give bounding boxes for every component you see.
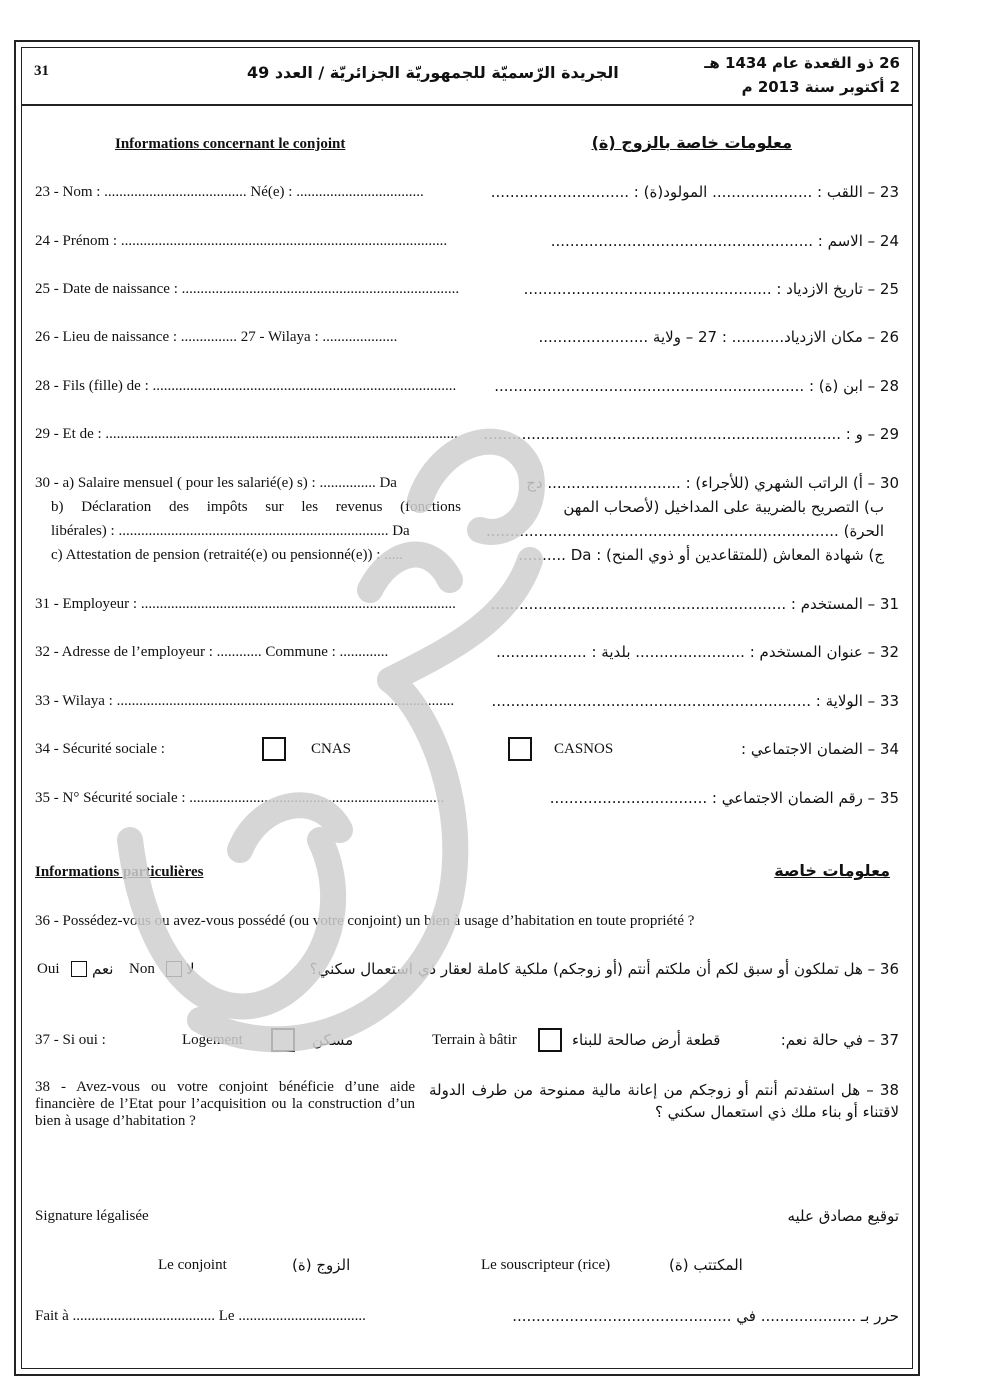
field-32-adresse-employeur-ar: 32 – عنوان المستخدم : ....................... بلدية : ................... [496,643,899,661]
label-terrain-a-batir: Terrain à bâtir [432,1032,517,1048]
section-title-conjoint-fr: Informations concernant le conjoint [115,136,346,152]
field-fait-a: Fait à ...................................... Le .................................. [35,1308,366,1324]
question-36-ar: 36 – هل تملكون أو سبق لكم أن ملكتم أنتم (أو زوجكم) ملكية كاملة لعقار ذي استعمال سكني؟ [309,960,899,978]
field-28-fils-de: 28 - Fils (fille) de : ................................................................................. [35,378,457,394]
field-30b-declaration-ar: ب) التصريح بالضريبة على المداخيل (لأصحاب المهن [563,498,884,516]
field-32-adresse-employeur: 32 - Adresse de l’employeur : ............ Commune : ............. [35,644,389,660]
field-35-numero-securite-sociale-ar: 35 – رقم الضمان الاجتماعي : ................................. [549,789,899,807]
field-31-employeur-ar: 31 – المستخدم : .............................................................. [490,595,899,613]
field-24-prenom: 24 - Prénom : ....................................................................................... [35,233,448,249]
checkbox-logement[interactable] [271,1028,295,1052]
field-24-prenom-ar: 24 – الاسم : ....................................................... [550,232,899,250]
form-page [14,40,920,1376]
field-30b-declaration: b) Déclaration des impôts sur les revenus (fonctions [51,499,461,515]
question-38-fr: 38 - Avez-vous ou votre conjoint bénéficie d’une aide financière de l’Etat pour l’acquisition ou la construction d’un bien à usage d’habitation ? [35,1079,415,1129]
question-38-ar: 38 – هل استفدتم أنتم أو زوجكم من إعانة مالية ممنوحة من طرف الدولة لاقتناء أو بناء ملك ذي استعمال سكني ؟ [429,1081,899,1121]
question-36-fr: 36 - Possédez-vous ou avez-vous possédé (ou votre conjoint) un bien à usage d’habitation en toute propriété ? [35,913,695,929]
label-le-conjoint: Le conjoint [158,1257,227,1273]
field-31-employeur: 31 - Employeur : .................................................................................... [35,596,456,612]
field-25-date-naissance: 25 - Date de naissance : .......................................................................... [35,281,460,297]
field-30b-declaration-line2: libérales) : ........................................................................ Da [51,523,410,539]
field-28-fils-de-ar: 28 – ابن (ة) : ................................................................. [494,377,899,395]
signature-legalisee-fr: Signature légalisée [35,1208,149,1224]
label-logement: Logement [182,1032,243,1048]
section-title-particulieres-ar: معلومات خاصة [774,861,890,880]
label-terrain-ar: قطعة أرض صالحة للبناء [572,1031,721,1049]
label-le-conjoint-ar: الزوج (ة) [292,1256,351,1274]
field-34-securite-sociale: 34 - Sécurité sociale : [35,741,165,757]
question-37-fr: 37 - Si oui : [35,1032,106,1048]
page-number: 31 [34,63,49,79]
label-le-souscripteur-ar: المكتتب (ة) [669,1256,743,1274]
label-cnas: CNAS [311,741,352,757]
checkbox-cnas[interactable] [262,737,286,761]
signature-legalisee-ar: توقيع مصادق عليه [787,1207,899,1225]
field-33-wilaya-ar: 33 – الولاية : ................................................................... [491,692,899,710]
field-29-et-de-ar: 29 – و : ........................................................................... [483,425,899,443]
checkbox-oui[interactable] [71,961,87,977]
field-26-lieu-naissance: 26 - Lieu de naissance : ............... 27 - Wilaya : .................... [35,329,398,345]
field-34-securite-sociale-ar: 34 – الضمان الاجتماعي : [741,740,899,758]
checkbox-casnos[interactable] [508,737,532,761]
date-gregorian: 2 أكتوبر سنة 2013 م [741,78,900,96]
label-maskan: مسكن [312,1031,354,1049]
question-37-ar: 37 – في حالة نعم: [780,1031,899,1049]
date-hijri: 26 ذو القعدة عام 1434 هـ [704,54,900,72]
section-title-particulieres-fr: Informations particulières [35,864,204,880]
field-29-et-de: 29 - Et de : .............................................................................................. [35,426,458,442]
field-25-date-naissance-ar: 25 – تاريخ الازدياد : .................................................... [523,280,899,298]
journal-title: الجريدة الرّسميّة للجمهوريّة الجزائريّة / العدد 49 [247,63,619,82]
checkbox-terrain-a-batir[interactable] [538,1028,562,1052]
field-30c-pension-ar: ج) شهادة المعاش (للمتقاعدين أو ذوي المنح) : Da .......... [518,546,884,564]
field-30c-pension: c) Attestation de pension (retraité(e) ou pensionné(e)) : ..... [51,547,403,563]
label-non: Non [129,961,155,977]
label-la: لا [186,960,195,978]
field-30a-salaire-ar: 30 – أ) الراتب الشهري (للأجراء) : ............................ دج [526,474,899,492]
field-35-numero-securite-sociale: 35 - N° Sécurité sociale : .................................................................... [35,790,445,806]
form-inner-frame [21,47,913,1369]
page-header [22,48,912,106]
label-le-souscripteur: Le souscripteur (rice) [481,1257,611,1273]
label-naam: نعم [92,960,114,978]
field-fait-a-ar: حرر بـ .................... في .............................................. [512,1307,899,1325]
field-30a-salaire: 30 - a) Salaire mensuel ( pour les salarié(e) s) : ............... Da [35,475,397,491]
label-casnos: CASNOS [554,741,614,757]
field-33-wilaya: 33 - Wilaya : .......................................................................................... [35,693,455,709]
section-title-conjoint-ar: معلومات خاصة بالزوج (ة) [591,133,792,152]
checkbox-non[interactable] [166,961,182,977]
field-26-lieu-naissance-ar: 26 – مكان الازدياد........... : 27 – ولاية ....................... [538,328,899,346]
field-23-nom: 23 - Nom : ...................................... Né(e) : .................................. [35,184,424,200]
label-oui: Oui [37,961,60,977]
field-23-nom-ar: 23 – اللقب : ..................... المولود(ة) : ............................. [490,183,899,201]
field-30b-declaration-ar-line2: الحرة) .......................................................................... [485,522,884,540]
